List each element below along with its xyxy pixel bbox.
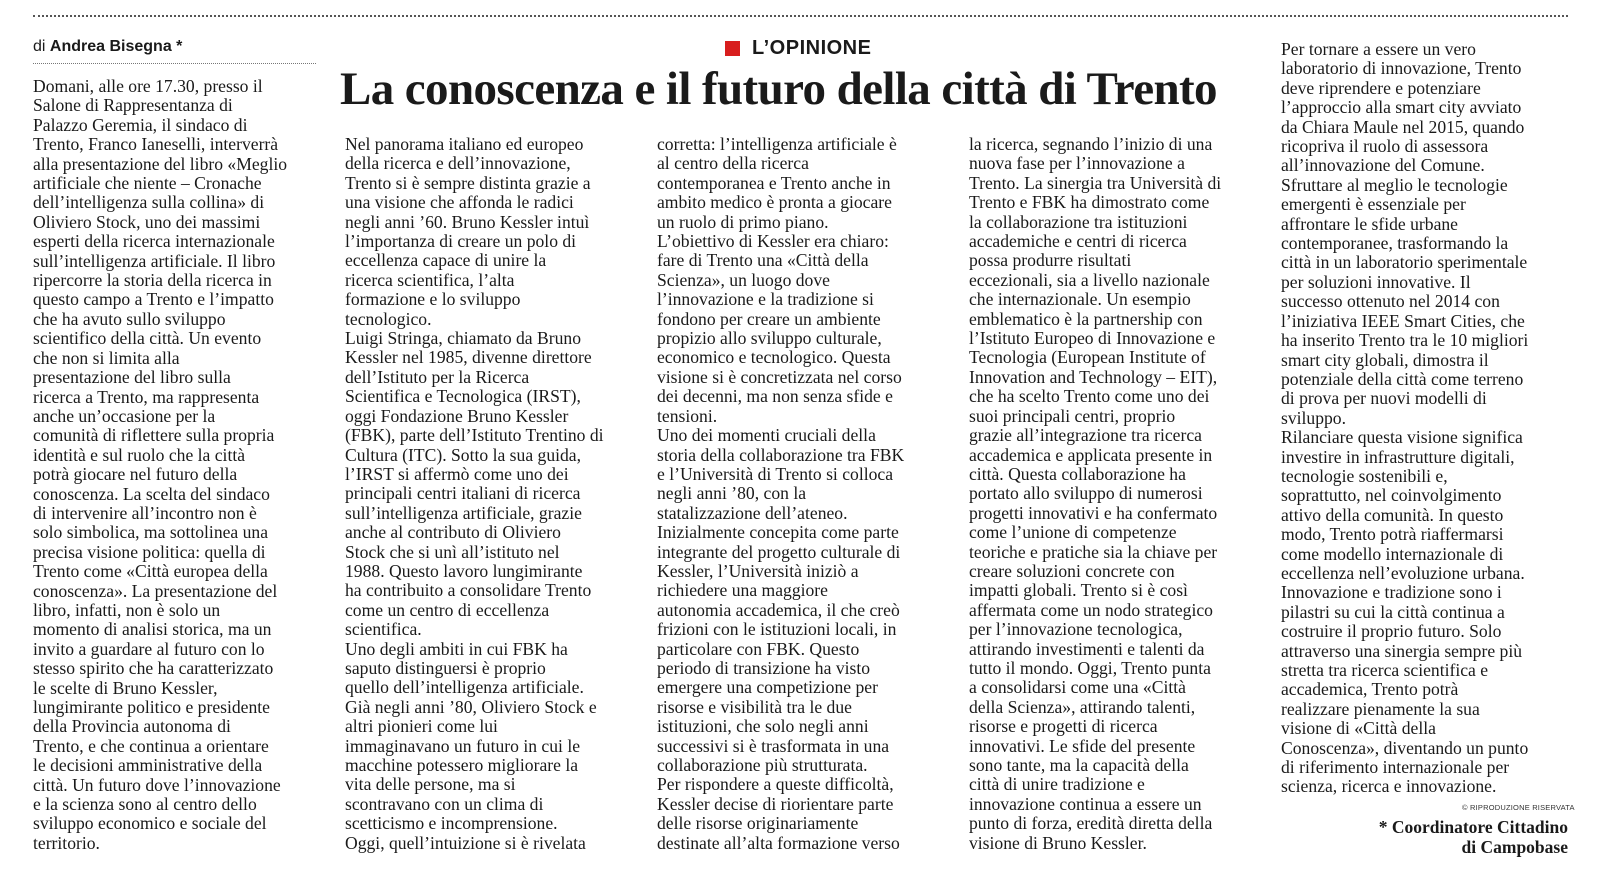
text-line: dell’intelligenza sulla collina» di: [33, 192, 265, 213]
text-line: Luigi Stringa, chiamato da Bruno: [345, 328, 582, 349]
text-line: negli anni ’60. Bruno Kessler intuì: [345, 211, 590, 232]
text-line: emergere una competizione per: [657, 677, 878, 698]
text-line: sull’intelligenza artificiale. Il libro: [33, 250, 276, 271]
text-line: successo ottenuto nel 2014 con: [1281, 291, 1500, 312]
text-line: laboratorio di innovazione, Trento: [1281, 58, 1522, 79]
text-line: integrante del progetto culturale di: [657, 541, 901, 562]
section-label-text: L’OPINIONE: [752, 37, 872, 59]
text-line: visione di «Città della: [1281, 718, 1436, 739]
text-line: all’innovazione del Comune.: [1281, 155, 1485, 176]
text-line: scontravano con un clima di: [345, 793, 544, 814]
article-column-2: [345, 135, 635, 853]
text-line: innovativi. Le sfide del presente: [969, 735, 1196, 756]
text-line: artificiale che niente – Cronache: [33, 173, 262, 194]
section-label: [725, 36, 871, 60]
text-line: l’innovazione e la tradizione si: [657, 289, 874, 310]
text-line: questo campo a Trento e l’impatto: [33, 289, 274, 310]
text-line: Per rispondere a queste difficoltà,: [657, 774, 894, 795]
text-line: economico e tecnologico. Questa: [657, 347, 891, 368]
text-line: l’importanza di creare un polo di: [345, 231, 577, 252]
text-line: Già negli anni ’80, Oliviero Stock e: [345, 696, 597, 717]
text-line: successivi si è trasformata in una: [657, 735, 890, 756]
text-line: un ruolo di primo piano.: [657, 211, 829, 232]
text-line: L’obiettivo di Kessler era chiaro:: [657, 231, 889, 252]
text-line: oggi Fondazione Bruno Kessler: [345, 405, 569, 426]
text-line: al centro della ricerca: [657, 153, 809, 174]
text-line: Cultura (ITC). Sotto la sua guida,: [345, 444, 582, 465]
text-line: Uno dei momenti cruciali della: [657, 425, 876, 446]
text-line: Nel panorama italiano ed europeo: [345, 134, 584, 154]
text-line: accademica, Trento potrà: [1281, 679, 1459, 700]
text-line: altri pionieri come lui: [345, 716, 498, 737]
text-line: Trento, Franco Ianeselli, interverrà: [33, 134, 279, 155]
text-line: stesso spirito che ha caratterizzato: [33, 658, 274, 679]
byline: [33, 37, 316, 64]
text-line: tensioni.: [657, 405, 718, 426]
headline: La conoscenza e il futuro della città di Trento: [340, 63, 1217, 115]
text-line: eccezionali, sia a livello nazionale: [969, 269, 1210, 290]
text-line: scientifica.: [345, 619, 422, 640]
footnote-line: * Coordinatore Cittadino: [1378, 817, 1568, 837]
text-line: città. Questa collaborazione ha: [969, 463, 1186, 484]
text-line: punto di forza, eredità diretta della: [969, 813, 1213, 834]
text-line: saputo distinguersi è proprio: [345, 657, 546, 678]
text-line: ricerca a Trento, ma rappresenta: [33, 386, 260, 407]
text-line: della Provincia autonoma di: [33, 716, 231, 737]
text-line: tutto il mondo. Oggi, Trento punta: [969, 657, 1211, 678]
text-line: alla presentazione del libro «Meglio: [33, 153, 288, 174]
text-line: Domani, alle ore 17.30, presso il: [33, 76, 263, 96]
text-line: Trento. La sinergia tra Università di: [969, 172, 1222, 193]
text-line: particolare con FBK. Questo: [657, 638, 860, 659]
text-line: Per tornare a essere un vero: [1281, 39, 1476, 59]
text-line: teoriche e pratiche sia la chiave per: [969, 541, 1218, 562]
text-line: (FBK), parte dell’Istituto Trentino di: [345, 425, 604, 446]
text-line: richiedere una maggiore: [657, 580, 828, 601]
text-line: delle risorse originariamente: [657, 813, 859, 834]
text-line: scetticismo e incomprensione.: [345, 813, 558, 834]
text-line: della Scienza», attirando talenti,: [969, 696, 1196, 717]
text-line: precisa visione politica: quella di: [33, 541, 266, 562]
text-line: immaginavano un futuro in cui le: [345, 735, 581, 756]
text-line: vita delle persone, ma si: [345, 774, 516, 795]
text-line: identità e sul ruolo che la città: [33, 444, 246, 465]
text-line: Stock che si unì all’istituto nel: [345, 541, 560, 562]
text-line: Trento, e che continua a orientare: [33, 735, 269, 756]
text-line: grazie all’integrazione tra ricerca: [969, 425, 1202, 446]
text-line: istituzioni, che solo negli anni: [657, 716, 869, 737]
text-line: Innovation and Technology – EIT),: [969, 366, 1218, 387]
text-line: conoscenza. La scelta del sindaco: [33, 483, 270, 504]
text-line: scientifico della città. Un evento: [33, 328, 262, 349]
text-line: libro, infatti, non è solo un: [33, 599, 221, 620]
text-line: Kessler nel 1985, divenne direttore: [345, 347, 592, 368]
text-line: contemporanee, trasformando la: [1281, 233, 1509, 254]
text-line: Tecnologia (European Institute of: [969, 347, 1206, 368]
text-line: a consolidarsi come una «Città: [969, 677, 1186, 698]
text-line: ricopriva il ruolo di assessora: [1281, 136, 1489, 157]
text-line: da Chiara Maule nel 2015, quando: [1281, 116, 1525, 137]
text-line: e la scienza sono al centro dello: [33, 794, 257, 815]
text-line: deve riprendere e potenziare: [1281, 77, 1481, 98]
text-line: modo, Trento potrà riaffermarsi: [1281, 524, 1504, 545]
text-line: di intervenire all’incontro non è: [33, 502, 257, 523]
text-line: potrà giocare nel futuro della: [33, 464, 238, 485]
article-column-1: [33, 77, 323, 853]
author-footnote: [1281, 817, 1568, 857]
text-line: come un centro di eccellenza: [345, 599, 550, 620]
text-line: visione di Bruno Kessler.: [969, 832, 1147, 853]
text-line: autonomia accademica, il che creò: [657, 599, 900, 620]
byline-prefix: di: [33, 38, 46, 55]
article-column-4: [969, 135, 1259, 853]
text-line: Trento come «Città europea della: [33, 561, 268, 582]
text-line: Salone di Rappresentanza di: [33, 95, 233, 116]
text-line: come l’unione di competenze: [969, 522, 1177, 543]
text-line: ripercorre la storia della ricerca in: [33, 270, 272, 291]
text-line: Sfruttare al meglio le tecnologie: [1281, 174, 1508, 195]
text-line: dei decenni, ma non senza sfide e: [657, 386, 893, 407]
text-line: tecnologico.: [345, 308, 432, 329]
text-line: risorse e progetti di ricerca: [969, 716, 1158, 737]
text-line: ricerca scientifica, l’alta: [345, 269, 515, 290]
text-line: scienza, ricerca e innovazione.: [1281, 776, 1497, 797]
text-line: progetti innovativi e ha confermato: [969, 502, 1218, 523]
text-line: città in un laboratorio sperimentale: [1281, 252, 1528, 273]
text-line: soprattutto, nel coinvolgimento: [1281, 485, 1502, 506]
text-line: possa produrre risultati: [969, 250, 1132, 271]
top-divider: [33, 15, 1568, 17]
text-line: l’IRST si affermò come uno dei: [345, 463, 569, 484]
text-line: invito a guardare al futuro con lo: [33, 638, 265, 659]
text-line: di prova per nuovi modelli di: [1281, 388, 1487, 409]
text-line: le decisioni amministrative della: [33, 755, 263, 776]
text-line: Kessler, l’Università iniziò a: [657, 560, 859, 581]
footnote-line: di Campobase: [1461, 837, 1568, 857]
text-line: attivo della comunità. In questo: [1281, 504, 1504, 525]
text-line: negli anni ’80, con la: [657, 483, 807, 504]
text-line: territorio.: [33, 832, 100, 853]
text-line: Scienza», un luogo dove: [657, 269, 830, 290]
text-line: l’Istituto Europeo di Innovazione e: [969, 328, 1216, 349]
text-line: e l’Università di Trento si colloca: [657, 463, 894, 484]
text-line: Uno degli ambiti in cui FBK ha: [345, 638, 568, 659]
text-line: sviluppo economico e sociale del: [33, 813, 267, 834]
text-line: Oliviero Stock, uno dei massimi: [33, 211, 261, 232]
text-line: fare di Trento una «Città della: [657, 250, 869, 271]
text-line: presentazione del libro sulla: [33, 367, 231, 388]
text-line: Conoscenza», diventando un punto: [1281, 737, 1529, 758]
text-line: l’iniziativa IEEE Smart Cities, che: [1281, 310, 1525, 331]
text-line: nuova fase per l’innovazione a: [969, 153, 1185, 174]
text-line: Rilanciare questa visione significa: [1281, 427, 1523, 448]
text-line: ambito medico è pronta a giocare: [657, 192, 892, 213]
text-line: per soluzioni innovative. Il: [1281, 271, 1471, 292]
text-line: Oggi, quell’intuizione si è rivelata: [345, 832, 586, 853]
text-line: principali centri italiani di ricerca: [345, 483, 581, 504]
text-line: tecnologie sostenibili e,: [1281, 465, 1448, 486]
text-line: 1988. Questo lavoro lungimirante: [345, 560, 583, 581]
text-line: storia della collaborazione tra FBK: [657, 444, 905, 465]
text-line: la collaborazione tra istituzioni: [969, 211, 1188, 232]
text-line: frizioni con le istituzioni locali, in: [657, 619, 897, 640]
text-line: contemporanea e Trento anche in: [657, 172, 891, 193]
text-line: come modello internazionale di: [1281, 543, 1504, 564]
text-line: accademica e applicata presente in: [969, 444, 1213, 465]
text-line: destinate all’alta formazione verso: [657, 832, 900, 853]
text-line: accademiche e centri di ricerca: [969, 231, 1187, 252]
text-line: ha inserito Trento tra le 10 migliori: [1281, 330, 1529, 351]
text-line: creare soluzioni concrete con: [969, 560, 1175, 581]
text-line: conoscenza». La presentazione del: [33, 580, 278, 601]
text-line: potenziale della città come terreno: [1281, 368, 1524, 389]
text-line: che non si limita alla: [33, 347, 180, 368]
text-line: propizio allo sviluppo culturale,: [657, 328, 882, 349]
text-line: sull’intelligenza artificiale, grazie: [345, 502, 582, 523]
byline-author: Andrea Bisegna *: [49, 38, 183, 55]
text-line: la ricerca, segnando l’inizio di una: [969, 134, 1213, 154]
text-line: quello dell’intelligenza artificiale.: [345, 677, 584, 698]
text-line: dell’Istituto per la Ricerca: [345, 366, 530, 387]
text-line: formazione e lo sviluppo: [345, 289, 521, 310]
text-line: pilastri su cui la città continua a: [1281, 601, 1505, 622]
text-line: impatti globali. Trento si è così: [969, 580, 1188, 601]
text-line: Innovazione e tradizione sono i: [1281, 582, 1502, 603]
text-line: Trento si è sempre distinta grazie a: [345, 172, 591, 193]
text-line: emergenti è essenziale per: [1281, 194, 1466, 215]
text-line: Scientifica e Tecnologica (IRST),: [345, 386, 581, 407]
text-line: anche un’occasione per la: [33, 405, 216, 426]
text-line: Kessler decise di riorientare parte: [657, 793, 894, 814]
text-line: attraverso una sinergia sempre più: [1281, 640, 1523, 661]
text-line: lungimirante politico e presidente: [33, 697, 270, 717]
text-line: che ha avuto sullo sviluppo: [33, 308, 226, 329]
text-line: suoi principali centri, proprio: [969, 405, 1176, 426]
text-line: che ha scelto Trento come uno dei: [969, 386, 1210, 407]
text-line: stretta tra ricerca scientifica e: [1281, 660, 1489, 680]
text-line: eccellenza capace di unire la: [345, 250, 547, 271]
text-line: collaborazione più strutturata.: [657, 755, 868, 775]
text-line: esperti della ricerca internazionale: [33, 231, 275, 252]
text-line: che internazionale. Un esempio: [969, 289, 1191, 310]
text-line: solo simbolica, ma sottolinea una: [33, 522, 269, 543]
text-line: città. Un futuro dove l’innovazione: [33, 774, 281, 795]
text-line: statalizzazione dell’ateneo.: [657, 502, 848, 523]
copyright-notice: © RIPRODUZIONE RISERVATA: [1462, 803, 1575, 812]
text-line: eccellenza nell’evoluzione urbana.: [1281, 562, 1525, 583]
text-line: periodo di transizione ha visto: [657, 657, 871, 678]
text-line: Inizialmente concepita come parte: [657, 522, 899, 543]
article-column-3: [657, 135, 947, 853]
text-line: affrontare le sfide urbane: [1281, 213, 1458, 234]
text-line: sviluppo.: [1281, 407, 1347, 428]
text-line: Trento e FBK ha dimostrato come: [969, 192, 1210, 213]
text-line: attirando investimenti e talenti da: [969, 638, 1205, 659]
text-line: Palazzo Geremia, il sindaco di: [33, 114, 248, 135]
text-line: portato allo sviluppo di numerosi: [969, 483, 1203, 504]
text-line: l’approccio alla smart city avviato: [1281, 97, 1522, 118]
text-line: sono tante, ma la capacità della: [969, 755, 1189, 775]
text-line: affermata come un nodo strategico: [969, 599, 1213, 620]
text-line: per l’innovazione tecnologica,: [969, 619, 1183, 640]
text-line: risorse e visibilità tra le due: [657, 696, 852, 717]
text-line: macchine potessero migliorare la: [345, 755, 579, 775]
text-line: visione si è concretizzata nel corso: [657, 366, 902, 387]
text-line: della ricerca e dell’innovazione,: [345, 153, 571, 174]
text-line: realizzare pienamente la sua: [1281, 698, 1480, 719]
text-line: di riferimento internazionale per: [1281, 757, 1510, 778]
text-line: anche al contributo di Oliviero: [345, 522, 561, 543]
text-line: corretta: l’intelligenza artificiale è: [657, 134, 897, 154]
text-line: costruire il proprio futuro. Solo: [1281, 621, 1502, 642]
text-line: momento di analisi storica, ma un: [33, 619, 272, 640]
text-line: città di unire tradizione e: [969, 774, 1145, 795]
red-square-icon: [725, 41, 740, 56]
text-line: comunità di riflettere sulla propria: [33, 425, 275, 446]
text-line: emblematico è la partnership con: [969, 308, 1203, 329]
article-column-5: [1281, 40, 1571, 797]
text-line: investire in infrastrutture digitali,: [1281, 446, 1515, 467]
text-line: fondono per creare un ambiente: [657, 308, 881, 329]
text-line: le scelte di Bruno Kessler,: [33, 677, 218, 698]
text-line: ha contribuito a consolidare Trento: [345, 580, 592, 601]
text-line: una visione che affonda le radici: [345, 192, 574, 213]
text-line: innovazione continua a essere un: [969, 793, 1202, 814]
text-line: smart city globali, dimostra il: [1281, 349, 1489, 370]
